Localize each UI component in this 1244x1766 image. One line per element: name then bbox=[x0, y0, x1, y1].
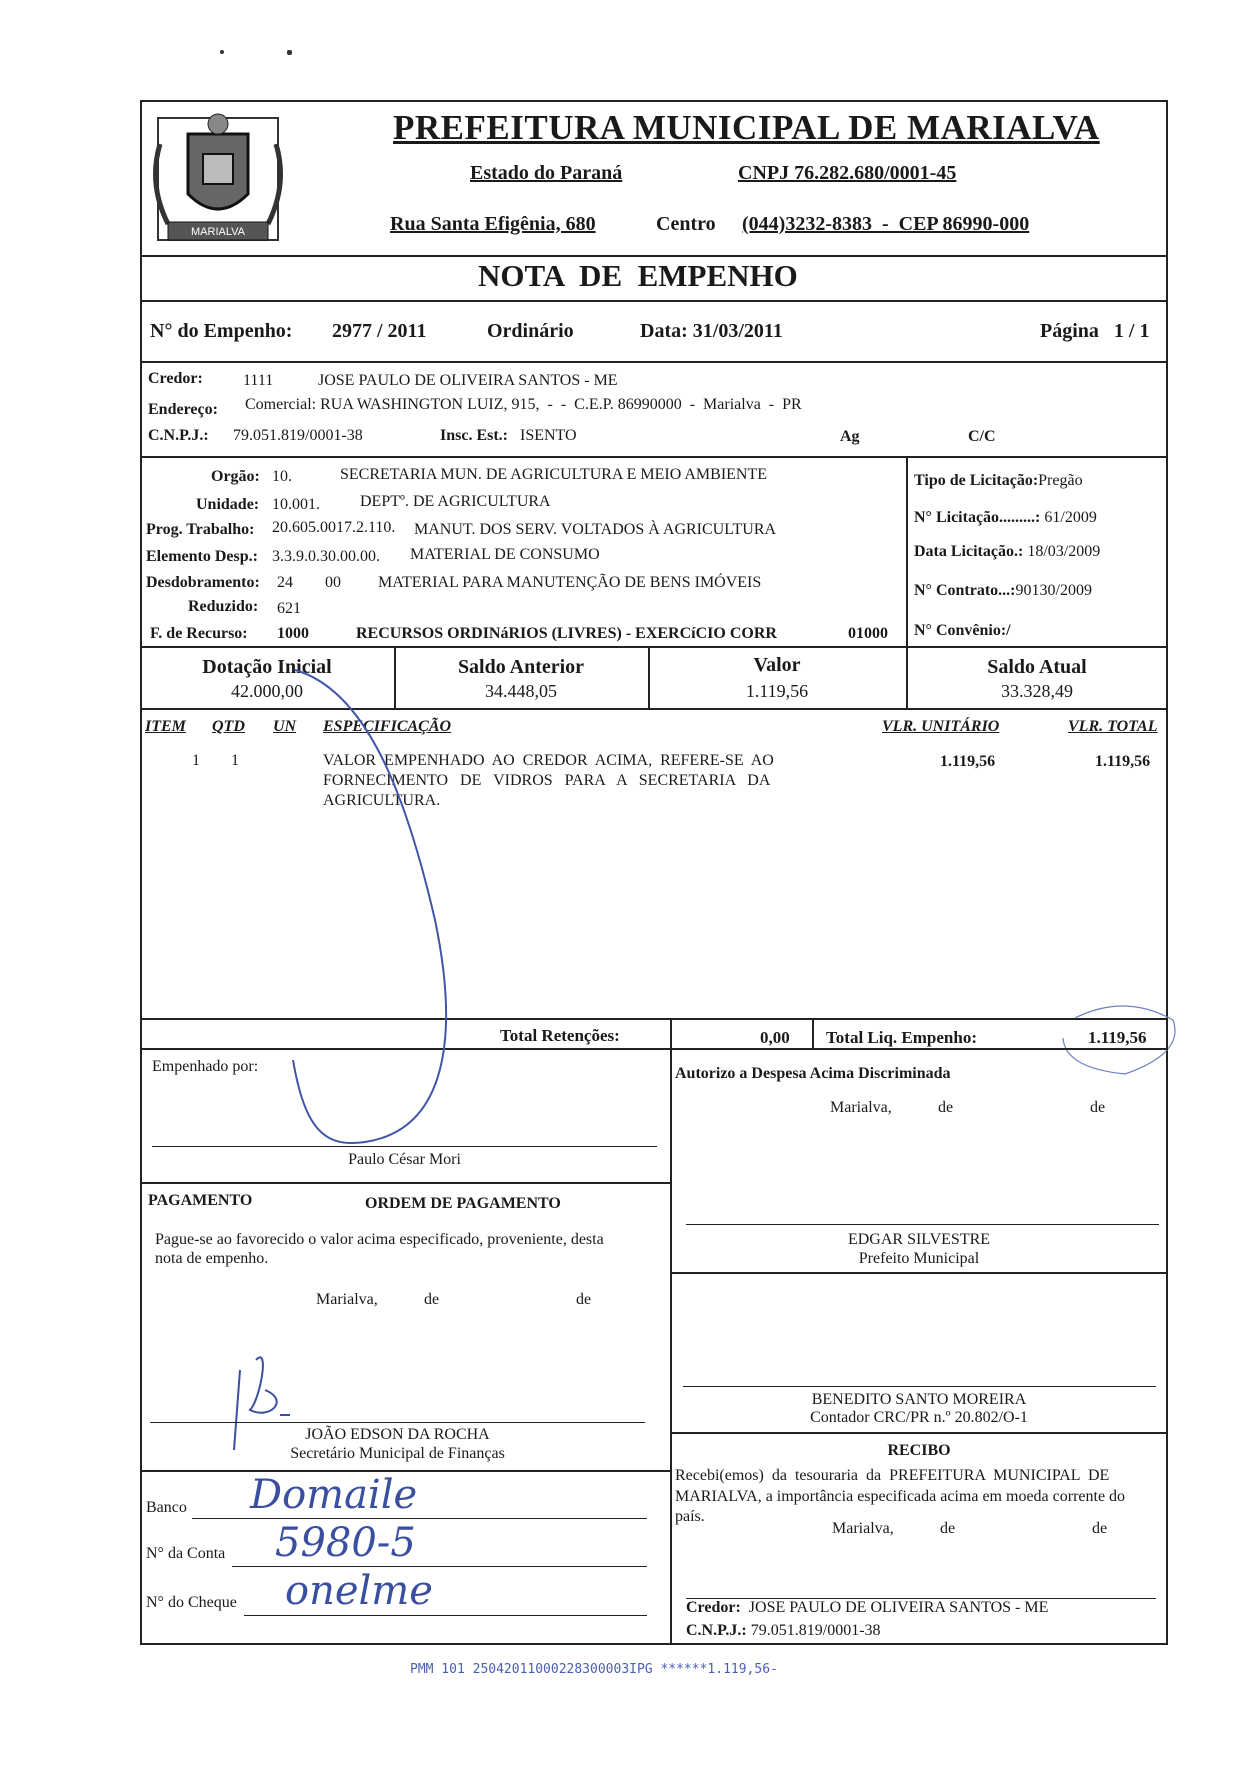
contador-name: BENEDITO SANTO MOREIRA bbox=[811, 1391, 1027, 1408]
payment-stamp: PMM 101 25042011000228300003IPG ******1.119,56- bbox=[410, 1662, 778, 1677]
street-address: Rua Santa Efigênia, 680 bbox=[390, 213, 596, 235]
prog-code: 20.605.0017.2.110. bbox=[272, 519, 396, 536]
desdobramento-name: MATERIAL PARA MANUTENÇÃO DE BENS IMÓVEIS bbox=[378, 574, 762, 591]
prog-label: Prog. Trabalho: bbox=[146, 521, 255, 538]
fonte-code: 1000 bbox=[277, 625, 309, 642]
cheque-label: N° do Cheque bbox=[146, 1594, 237, 1611]
municipal-crest-icon bbox=[148, 104, 288, 254]
pagamento-label: PAGAMENTO bbox=[148, 1192, 253, 1209]
agency-label: Ag bbox=[840, 428, 860, 445]
recibo-credor: Credor: JOSE PAULO DE OLIVEIRA SANTOS - ME bbox=[686, 1599, 1049, 1616]
saldo-anterior-label: Saldo Anterior bbox=[457, 656, 585, 678]
recibo-text2: MARIALVA, a importância especificada acima em moeda corrente do bbox=[675, 1488, 1126, 1505]
banco-label: Banco bbox=[146, 1499, 187, 1516]
recibo-cnpj: C.N.P.J.: 79.051.819/0001-38 bbox=[686, 1622, 881, 1639]
unidade-name: DEPTº. DE AGRICULTURA bbox=[360, 493, 551, 510]
total-retencoes-label: Total Retenções: bbox=[500, 1026, 620, 1045]
item-desc-line2: FORNECIMENTO DE VIDROS PARA A SECRETARIA DA bbox=[323, 772, 771, 789]
col-qtd-header: QTD bbox=[212, 718, 245, 735]
ordem-pagamento-label: ORDEM DE PAGAMENTO bbox=[365, 1195, 561, 1212]
empenho-number-label: N° do Empenho: bbox=[150, 320, 293, 342]
item-number: 1 bbox=[192, 752, 200, 769]
col-un-header: UN bbox=[273, 718, 297, 735]
svg-text:MARIALVA: MARIALVA bbox=[191, 226, 245, 238]
col-espec-header: ESPECIFICAÇÃO bbox=[323, 718, 452, 735]
cnpj-label: C.N.P.J.: bbox=[148, 427, 209, 444]
credor-code: 1111 bbox=[243, 372, 274, 389]
divider bbox=[140, 255, 1168, 257]
banco-handwritten: Domaile bbox=[250, 1472, 418, 1518]
recibo-title: RECIBO bbox=[887, 1442, 951, 1459]
fonte-label: F. de Recurso: bbox=[150, 625, 248, 642]
prefeito-role: Prefeito Municipal bbox=[858, 1250, 980, 1267]
hand-circle-mark bbox=[1055, 998, 1185, 1088]
conta-label: N° da Conta bbox=[146, 1545, 226, 1562]
secretario-role: Secretário Municipal de Finanças bbox=[290, 1445, 505, 1462]
recibo-text1: Recebi(emos) da tesouraria da PREFEITURA MUNICIPAL DE bbox=[675, 1467, 1110, 1484]
phone-cep: (044)3232-8383 - CEP 86990-000 bbox=[742, 213, 1030, 235]
saldo-atual-value: 33.328,49 bbox=[1001, 681, 1073, 701]
conta-line bbox=[232, 1566, 647, 1567]
ie-label: Insc. Est.: bbox=[440, 427, 509, 444]
divider bbox=[140, 300, 1168, 302]
item-desc-line1: VALOR EMPENHADO AO CREDOR ACIMA, REFERE-SE AO bbox=[323, 752, 774, 769]
divider bbox=[670, 1272, 1168, 1274]
credor-label: Credor: bbox=[148, 370, 203, 387]
orgao-name: SECRETARIA MUN. DE AGRICULTURA E MEIO AMBIENTE bbox=[340, 466, 768, 483]
divider bbox=[140, 361, 1168, 363]
elemento-code: 3.3.9.0.30.00.00. bbox=[272, 548, 380, 565]
licitacao-number: N° Licitação.........: 61/2009 bbox=[914, 509, 1097, 526]
banco-line bbox=[192, 1518, 647, 1519]
state-name: Estado do Paraná bbox=[470, 162, 623, 184]
unidade-label: Unidade: bbox=[196, 496, 260, 513]
recibo-city: Marialva, bbox=[832, 1520, 894, 1537]
secretario-name: JOÃO EDSON DA ROCHA bbox=[305, 1426, 490, 1443]
pagamento-text2: nota de empenho. bbox=[155, 1250, 269, 1267]
cheque-handwritten: onelme bbox=[285, 1568, 433, 1614]
document-title: NOTA DE EMPENHO bbox=[478, 258, 798, 293]
fonte-number: 01000 bbox=[848, 625, 888, 642]
desdobramento-code2: 00 bbox=[325, 574, 341, 591]
desdobramento-label: Desdobramento: bbox=[146, 574, 260, 591]
empenhado-label: Empenhado por: bbox=[152, 1058, 259, 1075]
autorizo-de2: de bbox=[1090, 1099, 1106, 1116]
reduzido-label: Reduzido: bbox=[188, 598, 259, 615]
institution-cnpj: CNPJ 76.282.680/0001-45 bbox=[738, 162, 957, 184]
recibo-de1: de bbox=[940, 1520, 956, 1537]
orgao-code: 10. bbox=[272, 468, 292, 485]
prefeito-name: EDGAR SILVESTRE bbox=[847, 1231, 991, 1248]
elemento-name: MATERIAL DE CONSUMO bbox=[410, 546, 600, 563]
col-unit-header: VLR. UNITÁRIO bbox=[882, 718, 1000, 735]
divider bbox=[140, 646, 1168, 648]
divider bbox=[140, 1182, 670, 1184]
divider bbox=[140, 456, 1168, 458]
saldo-anterior-value: 34.448,05 bbox=[485, 681, 557, 701]
district: Centro bbox=[656, 213, 716, 235]
autorizo-de1: de bbox=[938, 1099, 954, 1116]
signature-line bbox=[686, 1224, 1159, 1225]
credor-address: Comercial: RUA WASHINGTON LUIZ, 915, - - C.E.P. 86990000 - Marialva - PR bbox=[245, 396, 802, 413]
credor-name: JOSE PAULO DE OLIVEIRA SANTOS - ME bbox=[318, 372, 618, 389]
empenho-date: Data: 31/03/2011 bbox=[640, 320, 783, 342]
signature-line bbox=[683, 1386, 1156, 1387]
page-number: Página 1 / 1 bbox=[1040, 320, 1150, 342]
divider bbox=[906, 456, 908, 646]
desdobramento-code1: 24 bbox=[277, 574, 293, 591]
account-label: C/C bbox=[968, 428, 996, 445]
col-total-header: VLR. TOTAL bbox=[1068, 718, 1158, 735]
item-qtd: 1 bbox=[231, 752, 239, 769]
institution-title: PREFEITURA MUNICIPAL DE MARIALVA bbox=[393, 108, 1100, 147]
total-liquido-value: 1.119,56 bbox=[1088, 1028, 1147, 1047]
pagamento-text1: Pague-se ao favorecido o valor acima especificado, proveniente, desta bbox=[155, 1231, 604, 1248]
convenio-number: N° Convênio:/ bbox=[914, 622, 1011, 639]
pagamento-de2: de bbox=[576, 1291, 592, 1308]
scan-speck bbox=[287, 50, 292, 55]
autorizo-city: Marialva, bbox=[830, 1099, 892, 1116]
recibo-de2: de bbox=[1092, 1520, 1108, 1537]
unidade-code: 10.001. bbox=[272, 496, 320, 513]
total-liquido-label: Total Liq. Empenho: bbox=[826, 1028, 977, 1047]
item-desc-line3: AGRICULTURA. bbox=[323, 792, 441, 809]
empenho-number: 2977 / 2011 bbox=[332, 320, 427, 342]
credor-cnpj: 79.051.819/0001-38 bbox=[233, 427, 363, 444]
divider bbox=[812, 1018, 814, 1048]
empenhado-name: Paulo César Mori bbox=[348, 1151, 461, 1168]
item-unit-value: 1.119,56 bbox=[940, 753, 996, 770]
fonte-name: RECURSOS ORDINáRIOS (LIVRES) - EXERCíCIO CORR bbox=[356, 625, 777, 642]
signature-line bbox=[150, 1422, 645, 1423]
contador-role: Contador CRC/PR n.º 20.802/O-1 bbox=[810, 1409, 1028, 1426]
valor-value: 1.119,56 bbox=[745, 681, 809, 701]
item-total-value: 1.119,56 bbox=[1095, 753, 1151, 770]
scan-speck bbox=[220, 50, 224, 54]
elemento-label: Elemento Desp.: bbox=[146, 548, 258, 565]
saldo-atual-label: Saldo Atual bbox=[987, 656, 1087, 678]
col-item-header: ITEM bbox=[145, 718, 186, 735]
cheque-line bbox=[244, 1615, 647, 1616]
total-retencoes-value: 0,00 bbox=[760, 1028, 790, 1047]
dotacao-label: Dotação Inicial bbox=[202, 656, 332, 678]
pagamento-de1: de bbox=[424, 1291, 440, 1308]
dotacao-value: 42.000,00 bbox=[231, 681, 303, 701]
credor-ie: ISENTO bbox=[520, 427, 577, 444]
valor-label: Valor bbox=[753, 654, 801, 676]
reduzido-code: 621 bbox=[277, 600, 301, 617]
recibo-text3: país. bbox=[675, 1508, 705, 1525]
contract-number: N° Contrato...:90130/2009 bbox=[914, 582, 1092, 599]
signature-stroke-icon bbox=[285, 660, 475, 1150]
orgao-label: Orgão: bbox=[211, 468, 260, 485]
licitacao-type: Tipo de Licitação:Pregão bbox=[914, 472, 1083, 489]
divider bbox=[670, 1048, 672, 1645]
divider bbox=[670, 1432, 1168, 1434]
autorizo-label: Autorizo a Despesa Acima Discriminada bbox=[675, 1065, 951, 1082]
pagamento-city: Marialva, bbox=[316, 1291, 378, 1308]
empenho-type: Ordinário bbox=[487, 320, 574, 342]
address-label: Endereço: bbox=[148, 401, 218, 418]
divider bbox=[670, 1018, 672, 1048]
licitacao-date: Data Licitação.: 18/03/2009 bbox=[914, 543, 1101, 560]
conta-handwritten: 5980-5 bbox=[275, 1520, 416, 1566]
prog-name: MANUT. DOS SERV. VOLTADOS À AGRICULTURA bbox=[414, 521, 777, 538]
